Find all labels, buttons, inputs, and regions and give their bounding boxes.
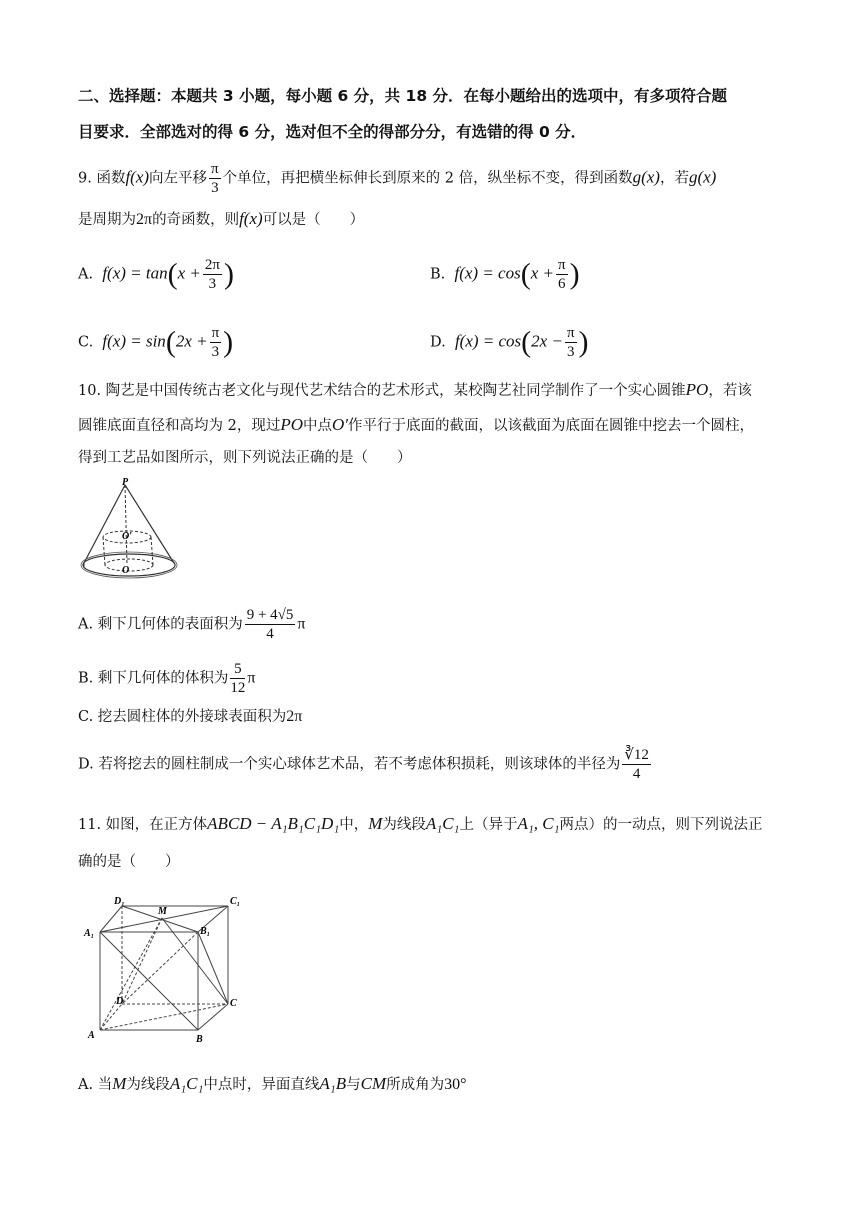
label-c1: C₁ — [230, 896, 241, 907]
q9-text: 的奇函数，则 — [152, 212, 240, 228]
option-lhs: f(x) = cos — [454, 331, 522, 351]
cone-figure — [78, 475, 198, 585]
q9-gx: g(x) — [632, 167, 660, 187]
q10-text: 10. 陶艺是中国传统古老文化与现代艺术结合的艺术形式，某校陶艺社同学制作了一个实心圆锥 — [78, 383, 686, 399]
option-text: 中点时，异面直线 — [203, 1077, 320, 1093]
frac-num: π — [566, 325, 575, 341]
q9-text: ，若 — [659, 170, 689, 187]
frac-num: 2π — [204, 257, 220, 273]
label-d: D — [116, 996, 124, 1007]
frac-den: 3 — [566, 344, 575, 360]
frac-num: 5 — [230, 660, 245, 679]
q9-text: 函数 — [96, 170, 126, 187]
right-paren: ) — [223, 257, 234, 291]
option-inner: x + — [530, 263, 554, 283]
option-text: 所成角为 — [386, 1077, 445, 1093]
label-a1: A₁ — [84, 928, 95, 939]
cube-figure — [82, 892, 252, 1050]
option-text: A. 剩下几何体的表面积为 — [78, 616, 243, 633]
q10-option-c — [78, 707, 302, 727]
option-m: M — [112, 1074, 127, 1093]
right-paren: ) — [223, 325, 234, 359]
option-lhs: f(x) = sin — [102, 331, 166, 351]
q9-text: 个单位，再把横坐标伸长到原来的 2 倍，纵坐标不变，得到函数 — [222, 170, 633, 187]
option-tail: π — [247, 669, 256, 687]
q10-po: PO — [280, 415, 304, 434]
option-fraction — [556, 256, 568, 293]
option-lhs: f(x) = tan — [102, 263, 168, 283]
q9-option-a — [78, 256, 234, 293]
q10-po: PO — [685, 380, 709, 399]
option-inner: x + — [177, 263, 201, 283]
q10-text: ，若该 — [708, 383, 752, 399]
frac-den: 4 — [266, 626, 274, 642]
q9-option-d — [430, 324, 589, 361]
label-b1: B₁ — [200, 926, 211, 937]
frac-num: π — [558, 257, 566, 273]
option-tail: π — [297, 615, 306, 633]
option-value: 2π — [286, 708, 303, 725]
q11-text: 中， — [339, 817, 369, 833]
q9-text: 是周期为 — [78, 212, 136, 228]
q9-period: 2π — [136, 211, 153, 228]
left-paren: ( — [165, 325, 176, 359]
label-o: O — [122, 565, 130, 576]
label-p: P — [122, 477, 129, 488]
q9-fx: f(x) — [239, 209, 263, 228]
option-text: 与 — [346, 1077, 361, 1093]
q11-line2: 确的是（ ） — [78, 854, 180, 870]
label-d1: D₁ — [114, 896, 125, 907]
q10-text: 中点 — [303, 418, 333, 434]
option-label: A. — [78, 266, 94, 283]
option-text: A. 当 — [78, 1077, 113, 1093]
option-text: B. 剩下几何体的体积为 — [78, 670, 229, 687]
q11-m: M — [368, 814, 383, 833]
q9-line1 — [78, 160, 716, 197]
q11-text: 上（异于 — [459, 817, 518, 833]
q9-option-b — [430, 256, 580, 293]
q9-option-c — [78, 324, 233, 361]
q11-line1 — [78, 814, 763, 835]
q11-text: 两点）的一动点，则下列说法正 — [559, 817, 763, 833]
q10-option-a — [78, 606, 305, 643]
frac-den: 3 — [211, 180, 219, 196]
q11-seg: A₁C₁ — [425, 814, 460, 833]
q9-line2 — [78, 209, 364, 230]
option-text: 为线段 — [126, 1077, 170, 1093]
q10-line2 — [78, 415, 754, 436]
option-fraction — [245, 606, 296, 643]
option-text: C. 挖去圆柱体的外接球表面积为 — [78, 709, 287, 725]
q10-text: 作平行于底面的截面，以该截面为底面在圆锥中挖去一个圆柱， — [348, 418, 755, 434]
left-paren: ( — [520, 257, 531, 291]
option-fraction — [565, 324, 577, 361]
q10-oprime: O′ — [332, 415, 349, 434]
option-line2: CM — [360, 1074, 387, 1093]
q9-text: 可以是（ ） — [262, 212, 365, 228]
option-label: D. — [430, 334, 446, 351]
frac-den: 6 — [558, 276, 566, 292]
right-paren: ) — [578, 325, 589, 359]
option-fraction — [210, 324, 222, 361]
q9-text: 向左平移 — [149, 170, 208, 187]
q10-option-b — [78, 660, 255, 697]
frac-den: 3 — [211, 344, 220, 360]
option-fraction — [230, 660, 245, 697]
label-b: B — [196, 1034, 203, 1045]
q9-gx: g(x) — [688, 167, 717, 187]
frac-num: π — [211, 161, 219, 177]
label-a: A — [88, 1030, 95, 1041]
option-fraction — [203, 256, 222, 293]
option-line1: A₁B — [319, 1074, 347, 1093]
frac-num: π — [211, 325, 220, 341]
q9-shift-fraction — [209, 160, 221, 197]
label-c: C — [230, 998, 237, 1009]
option-text: D. 若将挖去的圆柱制成一个实心球体艺术品，若不考虑体积损耗，则该球体的半径为 — [78, 756, 621, 773]
q11-option-a — [78, 1074, 467, 1095]
section-header-line2: 目要求．全部选对的得 6 分，选对但不全的得部分分，有选错的得 0 分． — [78, 123, 587, 141]
frac-den: 3 — [208, 276, 217, 292]
left-paren: ( — [167, 257, 178, 291]
frac-den: 12 — [230, 680, 246, 696]
q9-number: 9. — [78, 170, 92, 187]
frac-num: ∛12 — [624, 747, 649, 763]
left-paren: ( — [521, 325, 532, 359]
q10-option-d — [78, 746, 653, 783]
right-paren: ) — [569, 257, 580, 291]
q11-pts: A₁, C₁ — [517, 814, 560, 833]
q10-line3: 得到工艺品如图所示，则下列说法正确的是（ ） — [78, 450, 412, 466]
frac-num: 9 + 4√5 — [246, 607, 294, 623]
option-inner: 2x + — [175, 331, 208, 351]
option-label: C. — [78, 334, 94, 351]
section-header-line1: 二、选择题：本题共 3 小题，每小题 6 分，共 18 分．在每小题给出的选项中，有多项符合题 — [78, 87, 728, 105]
option-angle: 30° — [444, 1076, 467, 1093]
q10-text: 圆锥底面直径和高均为 2，现过 — [78, 418, 281, 434]
label-o-prime: O′ — [122, 531, 133, 542]
option-seg: A₁C₁ — [169, 1074, 204, 1093]
option-inner: 2x − — [531, 331, 563, 351]
q11-cube: ABCD − A₁B₁C₁D₁ — [207, 814, 340, 833]
frac-den: 4 — [632, 766, 641, 782]
option-fraction — [622, 746, 651, 783]
q11-text: 11. 如图，在正方体 — [78, 817, 208, 833]
q9-fx: f(x) — [125, 167, 150, 187]
label-m: M — [158, 906, 167, 917]
q10-line1 — [78, 380, 752, 401]
q11-text: 为线段 — [382, 817, 426, 833]
option-lhs: f(x) = cos — [454, 263, 521, 283]
option-label: B. — [430, 266, 446, 283]
